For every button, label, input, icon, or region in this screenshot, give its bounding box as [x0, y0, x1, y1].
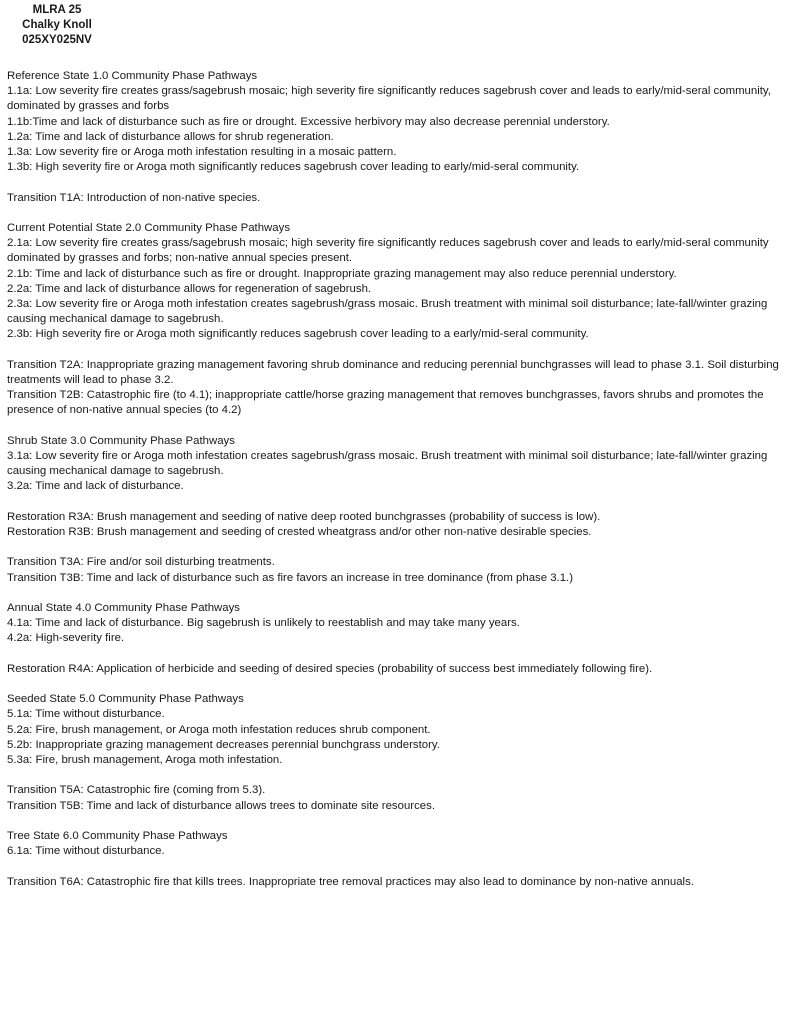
- text-line: Restoration R3A: Brush management and seeding of native deep rooted bunchgrasses (probability of success is low).: [7, 510, 601, 523]
- text-line: 2.3b: High severity fire or Aroga moth significantly reduces sagebrush cover leading to a early/mid-seral community.: [7, 328, 589, 341]
- section-title: Seeded State 5.0 Community Phase Pathways: [7, 693, 244, 706]
- text-line: Transition T6A: Catastrophic fire that kills trees. Inappropriate tree removal practices may also lead to dominance by non-native annuals.: [7, 875, 694, 888]
- text-line: 5.2a: Fire, brush management, or Aroga moth infestation reduces shrub component.: [7, 723, 431, 736]
- text-section: [7, 434, 797, 495]
- text-line: Transition T2B: Catastrophic fire (to 4.1); inappropriate cattle/horse grazing management that removes bunchgrasses, favors shrubs and promotes the presence of non-native annual species (to 4.2): [7, 389, 764, 417]
- text-line: 1.1b:Time and lack of disturbance such as fire or drought. Excessive herbivory may also decrease perennial understory.: [7, 115, 610, 128]
- mlra-label: MLRA 25: [32, 4, 82, 16]
- text-line: Transition T5A: Catastrophic fire (coming from 5.3).: [7, 784, 266, 797]
- text-section: [7, 601, 797, 647]
- text-section: [7, 555, 797, 585]
- text-section: [7, 662, 797, 677]
- text-line: 4.2a: High-severity fire.: [7, 632, 125, 645]
- text-line: 4.1a: Time and lack of disturbance. Big sagebrush is unlikely to reestablish and may take many years.: [7, 617, 520, 630]
- text-line: 3.2a: Time and lack of disturbance.: [7, 480, 184, 493]
- text-section: [7, 69, 797, 175]
- text-section: [7, 191, 797, 206]
- site-name: Chalky Knoll: [22, 19, 92, 31]
- section-title: Shrub State 3.0 Community Phase Pathways: [7, 434, 235, 447]
- text-line: 1.3b: High severity fire or Aroga moth significantly reduces sagebrush cover leading to early/mid-seral community.: [7, 161, 580, 174]
- text-line: 3.1a: Low severity fire or Aroga moth infestation creates sagebrush/grass mosaic. Brush treatment with minimal soil disturbance; late-fall/winter grazing causing mechanical damage to sagebrush.: [7, 450, 768, 478]
- text-line: Restoration R3B: Brush management and seeding of crested wheatgrass and/or other non-native desirable species.: [7, 526, 592, 539]
- text-section: [7, 221, 797, 343]
- document-body: [7, 69, 797, 890]
- text-line: 2.3a: Low severity fire or Aroga moth infestation creates sagebrush/grass mosaic. Brush treatment with minimal soil disturbance; late-fall/winter grazing causing mechanical damage to sagebrush.: [7, 298, 768, 326]
- text-section: [7, 875, 797, 890]
- text-line: 1.1a: Low severity fire creates grass/sagebrush mosaic; high severity fire significantly reduces sagebrush cover and leads to early/mid-seral community, dominated by grasses and forbs: [7, 85, 771, 113]
- text-line: 5.2b: Inappropriate grazing management decreases perennial bunchgrass understory.: [7, 738, 440, 751]
- text-line: 2.1b: Time and lack of disturbance such as fire or drought. Inappropriate grazing management may also reduce perennial understory.: [7, 267, 677, 280]
- text-line: 2.1a: Low severity fire creates grass/sagebrush mosaic; high severity fire significantly reduces sagebrush cover and leads to early/mid-seral community dominated by grasses and forbs; non-native annual species present.: [7, 237, 769, 265]
- text-line: 2.2a: Time and lack of disturbance allows for regeneration of sagebrush.: [7, 282, 372, 295]
- section-title: Tree State 6.0 Community Phase Pathways: [7, 829, 228, 842]
- text-line: Transition T2A: Inappropriate grazing management favoring shrub dominance and reducing perennial bunchgrasses will lead to phase 3.1. Soil disturbing treatments will lead to phase 3.2.: [7, 358, 779, 387]
- text-line: Transition T1A: Introduction of non-native species.: [7, 191, 261, 204]
- text-section: [7, 692, 797, 768]
- text-line: Restoration R4A: Application of herbicide and seeding of desired species (probability of success best immediately following fire).: [7, 662, 653, 675]
- text-section: [7, 829, 797, 859]
- site-id: 025XY025NV: [22, 34, 92, 46]
- text-line: 5.3a: Fire, brush management, Aroga moth infestation.: [7, 754, 283, 766]
- text-line: 1.3a: Low severity fire or Aroga moth infestation resulting in a mosaic pattern.: [7, 146, 397, 159]
- text-line: 6.1a: Time without disturbance.: [7, 845, 165, 858]
- text-line: 1.2a: Time and lack of disturbance allows for shrub regeneration.: [7, 130, 334, 143]
- document-header: [18, 3, 96, 48]
- text-line: Transition T5B: Time and lack of disturbance allows trees to dominate site resources.: [7, 799, 435, 812]
- text-line: Transition T3A: Fire and/or soil disturbing treatments.: [7, 556, 275, 569]
- text-section: [7, 358, 797, 419]
- text-section: [7, 510, 797, 540]
- text-line: 5.1a: Time without disturbance.: [7, 708, 165, 721]
- section-title: Reference State 1.0 Community Phase Pathways: [7, 70, 258, 82]
- text-line: Transition T3B: Time and lack of disturbance such as fire favors an increase in tree dominance (from phase 3.1.): [7, 571, 574, 584]
- text-section: [7, 783, 797, 813]
- section-title: Annual State 4.0 Community Phase Pathways: [7, 602, 241, 614]
- section-title: Current Potential State 2.0 Community Phase Pathways: [7, 222, 291, 234]
